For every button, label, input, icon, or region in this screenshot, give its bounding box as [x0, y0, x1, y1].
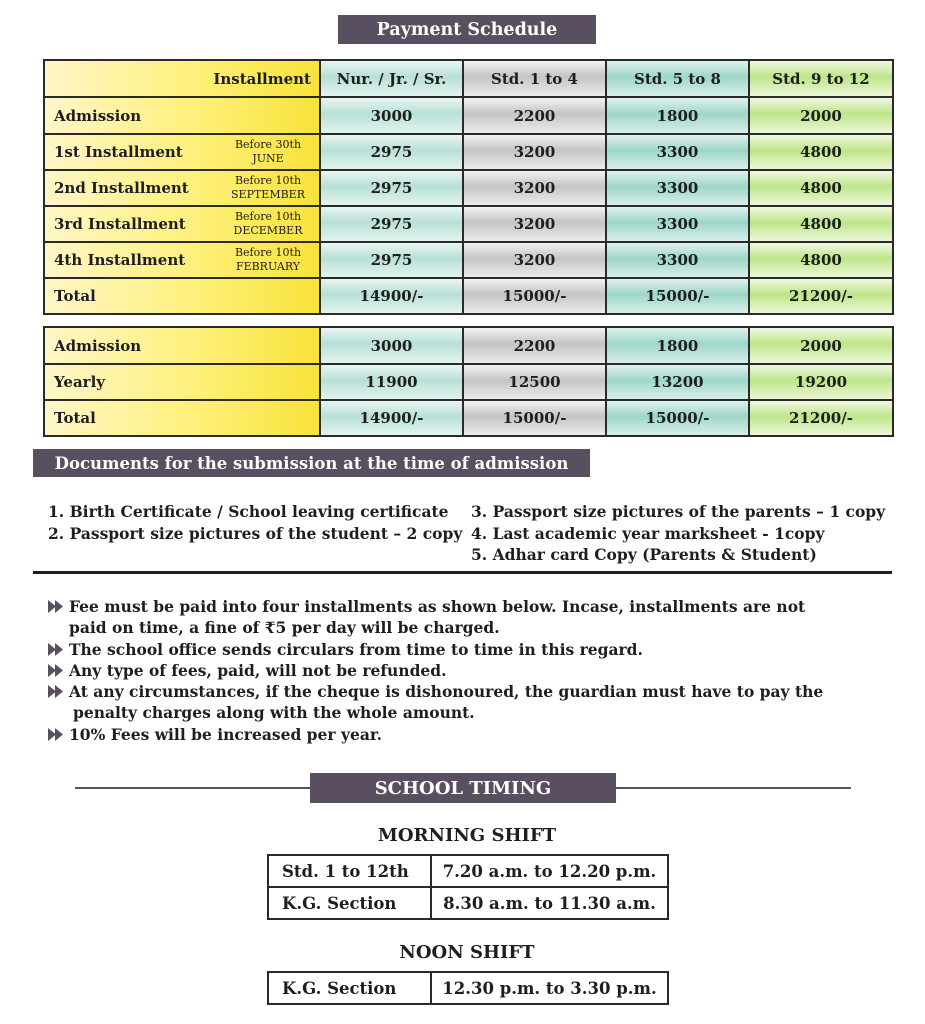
table-row [268, 972, 668, 1004]
list-item: 5. Adhar card Copy (Parents & Student) [471, 545, 817, 564]
timing-rule-right [615, 787, 851, 789]
documents-list-left [48, 501, 468, 544]
row-label: 1st Installment [54, 143, 183, 161]
table-row [268, 887, 668, 919]
fee-cell: 2975 [320, 242, 463, 278]
fee-cell: 2975 [320, 170, 463, 206]
fee-cell: 15000/- [463, 400, 606, 436]
table-row [268, 855, 668, 887]
row-label: 3rd Installment [54, 215, 186, 233]
fee-cell: 4800 [749, 242, 893, 278]
fee-cell: 3000 [320, 327, 463, 364]
timing-label: K.G. Section [268, 887, 431, 919]
list-item: 1. Birth Certificate / School leaving certificate [48, 502, 449, 521]
fee-cell: 21200/- [749, 400, 893, 436]
timing-value: 8.30 a.m. to 11.30 a.m. [431, 887, 668, 919]
fee-cell: 11900 [320, 364, 463, 400]
note-item: At any circumstances, if the cheque is dishonoured, the guardian must have to pay the penalty charges along with the whole amount. [48, 681, 848, 724]
fee-cell: 4800 [749, 206, 893, 242]
fee-cell: 3300 [606, 242, 749, 278]
table-row [44, 242, 893, 278]
note-item: The school office sends circulars from time to time in this regard. [48, 639, 848, 660]
fee-cell: 4800 [749, 170, 893, 206]
fee-cell: 3300 [606, 134, 749, 170]
header-nursery: Nur. / Jr. / Sr. [320, 60, 463, 97]
row-label: 4th Installment [54, 251, 186, 269]
double-arrow-bullet-icon [48, 664, 64, 677]
fee-cell: 2975 [320, 206, 463, 242]
fee-cell: 1800 [606, 97, 749, 134]
fee-cell: 15000/- [606, 400, 749, 436]
row-label-cell [44, 134, 320, 170]
fee-cell: 1800 [606, 327, 749, 364]
row-label-cell [44, 206, 320, 242]
due-date-note: Before 10th DECEMBER [233, 210, 303, 237]
note-item: 10% Fees will be increased per year. [48, 724, 848, 745]
yearly-fee-table [43, 326, 894, 437]
table-row [44, 170, 893, 206]
school-timing-title: SCHOOL TIMING [310, 773, 616, 803]
row-label: Yearly [44, 364, 320, 400]
timing-value: 12.30 p.m. to 3.30 p.m. [431, 972, 668, 1004]
header-std-5-8: Std. 5 to 8 [606, 60, 749, 97]
timing-value: 7.20 a.m. to 12.20 p.m. [431, 855, 668, 887]
fee-cell: 15000/- [606, 278, 749, 314]
fee-cell: 21200/- [749, 278, 893, 314]
documents-list-right [471, 501, 891, 566]
list-item: 2. Passport size pictures of the student – 2 copy [48, 523, 463, 543]
fee-cell: 3300 [606, 170, 749, 206]
fee-cell: 12500 [463, 364, 606, 400]
payment-schedule-title: Payment Schedule [338, 15, 596, 44]
fee-cell: 3200 [463, 134, 606, 170]
fee-cell: 4800 [749, 134, 893, 170]
total-row [44, 400, 893, 436]
table-row [44, 364, 893, 400]
table-row [44, 206, 893, 242]
installment-fee-table [43, 59, 894, 315]
fee-table-header-row [44, 60, 893, 97]
noon-shift-title: NOON SHIFT [399, 942, 535, 963]
morning-shift-title: MORNING SHIFT [377, 825, 557, 846]
note-item: Fee must be paid into four installments as shown below. Incase, installments are not paid on time, a fine of ₹5 per day will be charged. [48, 596, 848, 639]
fee-cell: 14900/- [320, 400, 463, 436]
double-arrow-bullet-icon [48, 728, 64, 741]
row-label: Total [44, 278, 320, 314]
fee-cell: 15000/- [463, 278, 606, 314]
row-label-cell [44, 170, 320, 206]
timing-label: Std. 1 to 12th [268, 855, 431, 887]
timing-label: K.G. Section [268, 972, 431, 1004]
row-label: Admission [44, 97, 320, 134]
fee-cell: 19200 [749, 364, 893, 400]
documents-title: Documents for the submission at the time of admission [33, 449, 590, 477]
double-arrow-bullet-icon [48, 600, 64, 613]
list-item: 3. Passport size pictures of the parents – 1 copy [471, 502, 886, 521]
due-date-note: Before 10th FEBRUARY [234, 246, 302, 273]
fee-cell: 2000 [749, 327, 893, 364]
row-label: Admission [44, 327, 320, 364]
row-label: 2nd Installment [54, 179, 189, 197]
fee-cell: 3000 [320, 97, 463, 134]
total-row [44, 278, 893, 314]
double-arrow-bullet-icon [48, 685, 64, 698]
note-item: Any type of fees, paid, will not be refunded. [48, 660, 848, 681]
fee-cell: 13200 [606, 364, 749, 400]
row-label: Total [44, 400, 320, 436]
fee-cell: 3300 [606, 206, 749, 242]
table-row [44, 327, 893, 364]
table-row [44, 134, 893, 170]
row-label-cell [44, 242, 320, 278]
fee-cell: 3200 [463, 170, 606, 206]
fee-cell: 14900/- [320, 278, 463, 314]
due-date-note: Before 10th SEPTEMBER [231, 174, 305, 201]
fee-cell: 3200 [463, 206, 606, 242]
noon-shift-table [267, 971, 669, 1005]
due-date-note: Before 30th JUNE [234, 138, 302, 165]
morning-shift-table [267, 854, 669, 920]
header-installment: Installment [44, 60, 320, 97]
table-row [44, 97, 893, 134]
fee-notes [48, 596, 848, 745]
header-std-9-12: Std. 9 to 12 [749, 60, 893, 97]
fee-cell: 2000 [749, 97, 893, 134]
timing-rule-left [75, 787, 311, 789]
list-item: 4. Last academic year marksheet - 1copy [471, 523, 825, 543]
section-divider [33, 571, 892, 574]
double-arrow-bullet-icon [48, 643, 64, 656]
fee-cell: 2975 [320, 134, 463, 170]
header-std-1-4: Std. 1 to 4 [463, 60, 606, 97]
fee-cell: 2200 [463, 327, 606, 364]
fee-cell: 2200 [463, 97, 606, 134]
fee-cell: 3200 [463, 242, 606, 278]
